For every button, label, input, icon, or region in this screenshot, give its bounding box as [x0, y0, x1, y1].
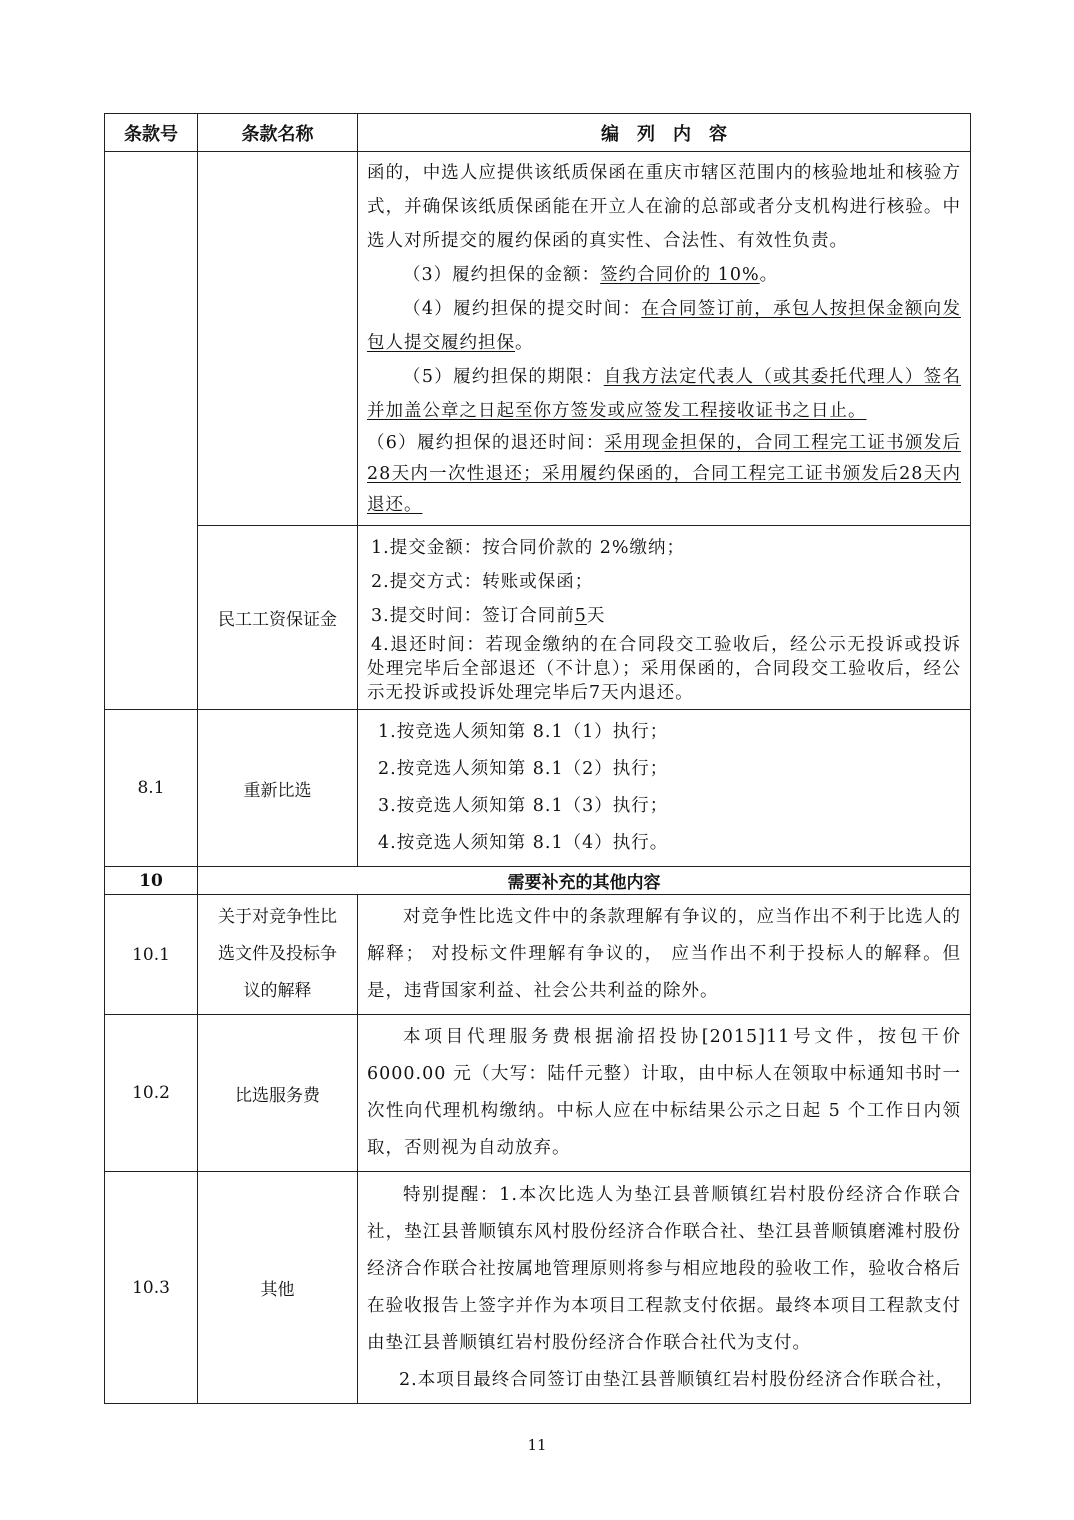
list-item: 4.退还时间：若现金缴纳的在合同段交工验收后，经公示无投诉或投诉处理完毕后全部退还（不计息）；采用保函的，合同段交工验收后，经公示无投诉或投诉处理完毕后7天内退还。 — [367, 634, 961, 703]
rebid-content — [358, 710, 971, 867]
table-row — [105, 1015, 971, 1172]
table-header — [105, 114, 971, 152]
clause-content — [358, 1015, 971, 1172]
clause-table — [104, 113, 971, 1404]
value: 签约合同价的 10% — [600, 265, 760, 285]
table-row — [105, 1172, 971, 1404]
wage-deposit-content — [358, 526, 971, 710]
clause-name: 民工工资保证金 — [198, 526, 358, 710]
clause-no: 8.1 — [105, 710, 198, 867]
clause-name-cell-empty — [198, 152, 358, 526]
header-clause-no: 条款号 — [105, 114, 198, 152]
label: 3.提交时间：签订合同前 — [371, 605, 575, 626]
clause-no-cell-empty — [105, 152, 198, 710]
bond-amount — [367, 258, 961, 292]
label: （5）履约担保的期限： — [403, 367, 604, 387]
table-row — [105, 895, 971, 1015]
label: （6）履约担保的退还时间： — [367, 433, 605, 453]
clause-name: 比选服务费 — [198, 1015, 358, 1172]
bond-return-time — [367, 428, 961, 521]
table-row — [105, 710, 971, 867]
paragraph: 对竞争性比选文件中的条款理解有争议的，应当作出不利于比选人的解释； 对投标文件理解有争议的， 应当作出不利于投标人的解释。但是，违背国家利益、社会公共利益的除外。 — [367, 907, 961, 1001]
clause-no: 10.2 — [105, 1015, 198, 1172]
table-row — [105, 867, 971, 895]
section-title: 需要补充的其他内容 — [198, 867, 971, 895]
table-row — [105, 526, 971, 710]
label: （3）履约担保的金额： — [403, 265, 601, 285]
value: 在合同签订前，承包人按担保金额向发包人提交履约担保 — [367, 299, 962, 353]
paragraph: 2.本项目最终合同签订由垫江县普顺镇红岩村股份经济合作联合社， — [399, 1369, 955, 1390]
value: 5 — [574, 605, 587, 626]
bond-submit-time — [367, 292, 961, 360]
clause-content — [358, 895, 971, 1015]
list-item: 1.提交金额：按合同价款的 2%缴纳； — [371, 537, 686, 558]
list-item: 4.按竞选人须知第 8.1（4）执行。 — [378, 833, 669, 853]
page-number: 11 — [527, 1436, 547, 1454]
clause-no: 10.3 — [105, 1172, 198, 1404]
list-item: 2.按竞选人须知第 8.1（2）执行； — [378, 759, 669, 779]
clause-no: 10.1 — [105, 895, 198, 1015]
suffix: 。 — [515, 333, 534, 353]
clause-name: 其他 — [198, 1172, 358, 1404]
suffix: 天 — [586, 605, 606, 626]
list-item: 2.提交方式：转账或保函； — [371, 571, 594, 592]
clause-content — [358, 1172, 971, 1404]
header-clause-name: 条款名称 — [198, 114, 358, 152]
header-content: 编 列 内 容 — [358, 114, 971, 152]
list-item: 3.按竞选人须知第 8.1（3）执行； — [378, 796, 669, 816]
paragraph: 函的，中选人应提供该纸质保函在重庆市辖区范围内的核验地址和核验方式，并确保该纸质保函能在开立人在渝的总部或者分支机构进行核验。中选人对所提交的履约保函的真实性、合法性、有效性负责。 — [367, 163, 961, 251]
value: 自我方法定代表人（或其委托代理人）签名并加盖公章之日起至你方签发或应签发工程接收证书之日止。 — [367, 367, 961, 421]
paragraph: 本项目代理服务费根据渝招投协[2015]11号文件，按包干价 6000.00 元（大写：陆仟元整）计取，由中标人在领取中标通知书时一次性向代理机构缴纳。中标人应在中标结果公示之日起 5 个工作日内领取，否则视为自动放弃。 — [367, 1027, 961, 1158]
clause-name: 关于对竞争性比选文件及投标争议的解释 — [198, 895, 358, 1015]
clause-name: 重新比选 — [198, 710, 358, 867]
paragraph: 特别提醒：1.本次比选人为垫江县普顺镇红岩村股份经济合作联合社，垫江县普顺镇东风村股份经济合作联合社、垫江县普顺镇磨滩村股份经济合作联合社按属地管理原则将参与相应地段的验收工作，验收合格后在验收报告上签字并作为本项目工程款支付依据。最终本项目工程款支付由垫江县普顺镇红岩村股份经济合作联合社代为支付。 — [367, 1184, 961, 1353]
label: （4）履约担保的提交时间： — [403, 299, 642, 319]
bond-period — [367, 360, 961, 428]
list-item — [367, 599, 961, 633]
table-row — [105, 152, 971, 526]
suffix: 。 — [759, 265, 779, 285]
performance-bond-content — [358, 152, 971, 526]
list-item: 1.按竞选人须知第 8.1（1）执行； — [378, 722, 669, 742]
value: 采用现金担保的，合同工程完工证书颁发后28天内一次性退还；采用履约保函的，合同工程完工证书颁发后28天内退还。 — [367, 433, 961, 515]
clause-no: 10 — [105, 867, 198, 895]
